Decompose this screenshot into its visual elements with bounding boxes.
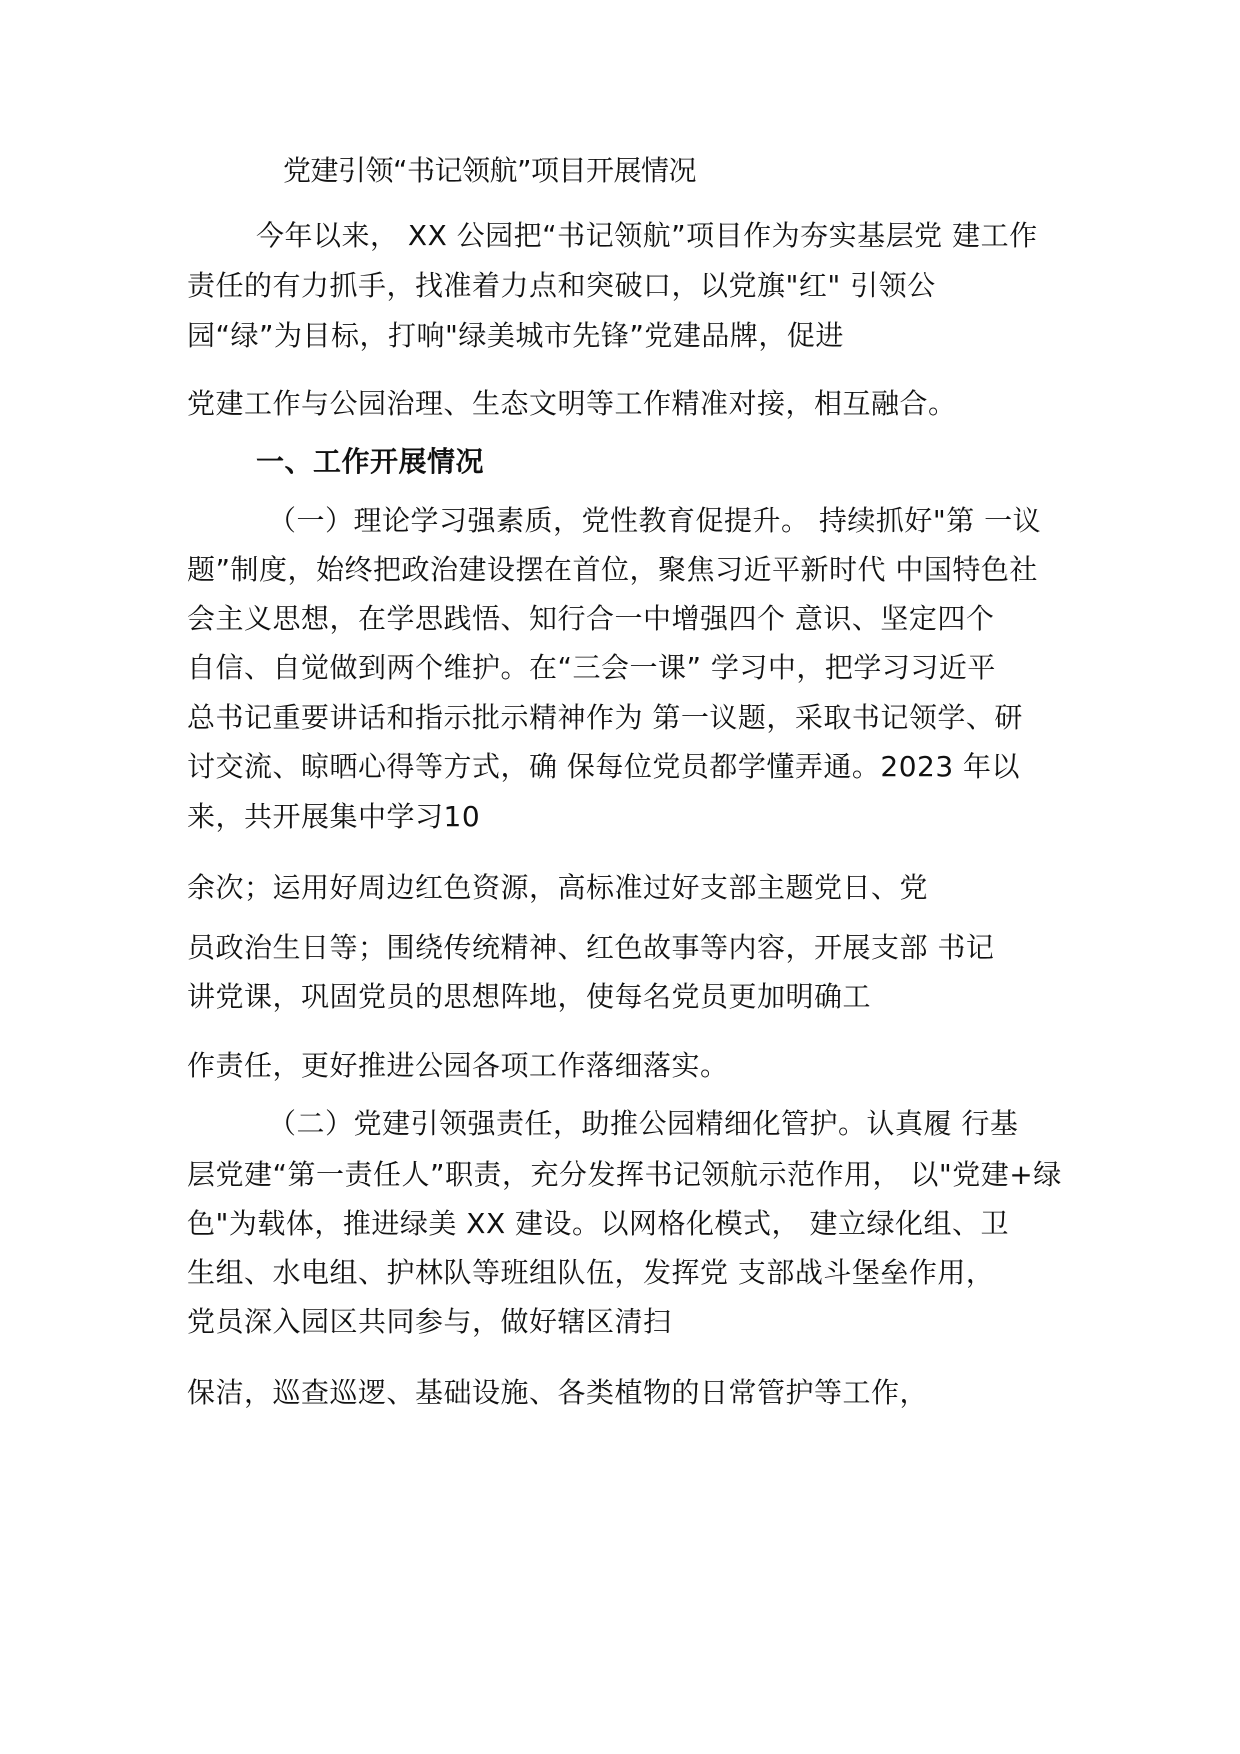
paragraph-line: 来，共开展集中学习10: [187, 800, 481, 833]
paragraph-line: （二）党建引领强责任，助推公园精细化管护。认真履 行基: [268, 1107, 1019, 1140]
paragraph-line: 色"为载体，推进绿美 XX 建设。以网格化模式， 建立绿化组、卫: [187, 1207, 1009, 1240]
paragraph-line: 总书记重要讲话和指示批示精神作为 第一议题，采取书记领学、研: [187, 701, 1023, 734]
paragraph-line: 园“绿”为目标，打响"绿美城市先锋”党建品牌，促进: [187, 319, 844, 352]
paragraph-line: 保洁，巡查巡逻、基础设施、各类植物的日常管护等工作，: [187, 1376, 929, 1409]
paragraph-line: 余次；运用好周边红色资源，高标准过好支部主题党日、党: [187, 871, 929, 904]
paragraph-line: 党建工作与公园治理、生态文明等工作精准对接，相互融合。: [187, 387, 957, 420]
paragraph-line: 讨交流、晾晒心得等方式，确 保每位党员都学懂弄通。2023 年以: [187, 750, 1021, 783]
paragraph-line: 作责任，更好推进公园各项工作落细落实。: [187, 1049, 729, 1082]
paragraph-line: 责任的有力抓手，找准着力点和突破口，以党旗"红" 引领公: [187, 269, 936, 302]
paragraph-line: 层党建“第一责任人”职责，充分发挥书记领航示范作用， 以"党建+绿: [187, 1158, 1062, 1191]
section-heading: 一、工作开展情况: [256, 445, 485, 478]
paragraph-line: 生组、水电组、护林队等班组队伍，发挥党 支部战斗堡垒作用，: [187, 1256, 995, 1289]
paragraph-line: 自信、自觉做到两个维护。在“三会一课” 学习中，把学习习近平: [187, 651, 996, 684]
paragraph-line: 今年以来， XX 公园把“书记领航”项目作为夯实基层党 建工作: [256, 219, 1038, 252]
paragraph-line: 讲党课，巩固党员的思想阵地，使每名党员更加明确工: [187, 980, 872, 1013]
document-title: 党建引领“书记领航”项目开展情况: [283, 154, 697, 187]
paragraph-line: 党员深入园区共同参与，做好辖区清扫: [187, 1305, 672, 1338]
paragraph-line: 员政治生日等；围绕传统精神、红色故事等内容，开展支部 书记: [187, 931, 995, 964]
paragraph-line: 题”制度，始终把政治建设摆在首位，聚焦习近平新时代 中国特色社: [187, 553, 1038, 586]
paragraph-line: 会主义思想，在学思践悟、知行合一中增强四个 意识、坚定四个: [187, 602, 995, 635]
paragraph-line: （一）理论学习强素质，党性教育促提升。 持续抓好"第 一议: [268, 504, 1042, 537]
